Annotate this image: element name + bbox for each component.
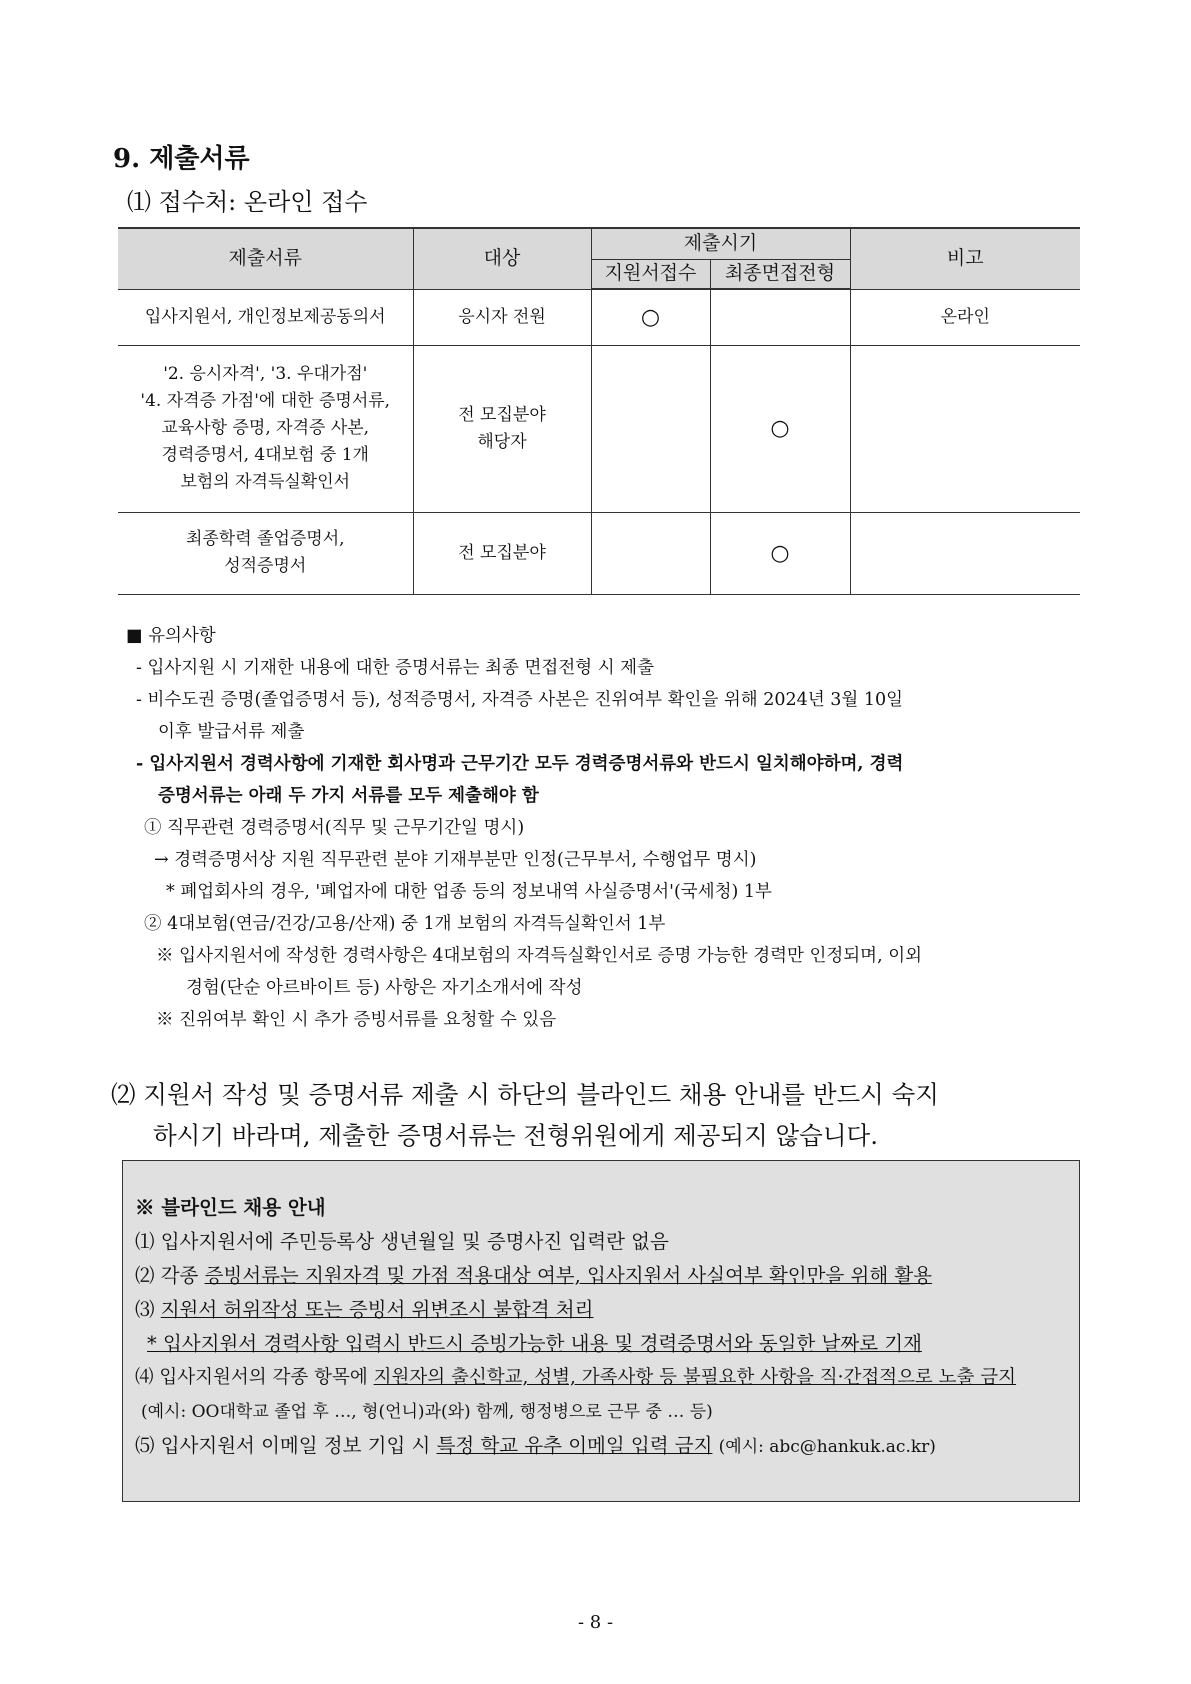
notes-title: ■ 유의사항 <box>126 626 216 646</box>
cell-final <box>710 289 850 345</box>
table-row <box>118 289 1080 345</box>
table-row <box>118 512 1080 594</box>
cell-target: 전 모집분야 해당자 <box>413 345 591 512</box>
blind-item: ⑸ 입사지원서 이메일 정보 기입 시 특정 학교 유추 이메일 입력 금지 (예시: abc@hankuk.ac.kr) <box>135 1434 936 1457</box>
note-item: ※ 입사지원서에 작성한 경력사항은 4대보험의 자격득실확인서로 증명 가능한 경력만 인정되며, 이외 <box>156 946 923 966</box>
section-subheading: ⑴ 접수처: 온라인 접수 <box>127 188 368 216</box>
cell-target: 응시자 전원 <box>413 289 591 345</box>
note-item: ② 4대보험(연금/건강/고용/산재) 중 1개 보험의 자격득실확인서 1부 <box>144 914 666 934</box>
blind-paragraph-line1: ⑵ 지원서 작성 및 증명서류 제출 시 하단의 블라인드 채용 안내를 반드시 숙지 <box>111 1080 939 1109</box>
cell-apply: ○ <box>591 289 710 345</box>
note-item: ※ 진위여부 확인 시 추가 증빙서류를 요청할 수 있음 <box>156 1010 557 1030</box>
cell-apply <box>591 512 710 594</box>
submission-table <box>118 227 1080 595</box>
header-note: 비고 <box>850 228 1080 289</box>
note-item: ① 직무관련 경력증명서(직무 및 근무기간일 명시) <box>144 818 525 838</box>
note-item: → 경력증명서상 지원 직무관련 분야 기재부분만 인정(근무부서, 수행업무 명시) <box>154 850 757 870</box>
blind-item: ⑶ 지원서 허위작성 또는 증빙서 위변조시 불합격 처리 <box>135 1298 594 1321</box>
blind-item-example: (예시: OO대학교 졸업 후 …, 형(언니)과(와) 함께, 행정병으로 근무 중 … 등) <box>141 1402 713 1422</box>
note-item: - 비수도권 증명(졸업증명서 등), 성적증명서, 자격증 사본은 진위여부 확인을 위해 2024년 3월 10일 <box>136 690 904 710</box>
note-item: - 입사지원서 경력사항에 기재한 회사명과 근무기간 모두 경력증명서류와 반드시 일치해야하며, 경력 <box>136 754 904 774</box>
header-target: 대상 <box>413 228 591 289</box>
note-item: - 입사지원 시 기재한 내용에 대한 증명서류는 최종 면접전형 시 제출 <box>136 658 654 678</box>
blind-item: ⑷ 입사지원서의 각종 항목에 지원자의 출신학교, 성별, 가족사항 등 불필요한 사항을 직·간접적으로 노출 금지 <box>135 1367 1017 1388</box>
blind-item: ⑴ 입사지원서에 주민등록상 생년월일 및 증명사진 입력란 없음 <box>135 1230 669 1253</box>
header-timing-apply: 지원서접수 <box>591 259 710 289</box>
table-row <box>118 345 1080 512</box>
cell-docs: '2. 응시자격', '3. 우대가점' '4. 자격증 가점'에 대한 증명서류, 교육사항 증명, 자격증 사본, 경력증명서, 4대보험 중 1개 보험의 자격득실확인서 <box>118 345 413 512</box>
note-item: 경험(단순 아르바이트 등) 사항은 자기소개서에 작성 <box>186 978 583 998</box>
note-item: * 폐업회사의 경우, '폐업자에 대한 업종 등의 정보내역 사실증명서'(국세청) 1부 <box>166 882 772 902</box>
page-number: - 8 - <box>577 1612 614 1633</box>
blind-item: ⑵ 각종 증빙서류는 지원자격 및 가점 적용대상 여부, 입사지원서 사실여부 확인만을 위해 활용 <box>135 1264 933 1287</box>
cell-final: ○ <box>710 512 850 594</box>
cell-docs: 최종학력 졸업증명서, 성적증명서 <box>118 512 413 594</box>
cell-final: ○ <box>710 345 850 512</box>
cell-target: 전 모집분야 <box>413 512 591 594</box>
blind-hiring-box <box>122 1160 1080 1502</box>
cell-note <box>850 345 1080 512</box>
note-item: 이후 발급서류 제출 <box>158 722 305 742</box>
cell-note: 온라인 <box>850 289 1080 345</box>
header-docs: 제출서류 <box>118 228 413 289</box>
notes-list <box>126 620 1086 1036</box>
blind-title: ※ 블라인드 채용 안내 <box>135 1196 326 1219</box>
header-timing: 제출시기 <box>591 228 850 259</box>
blind-paragraph <box>111 1074 939 1156</box>
cell-docs: 입사지원서, 개인정보제공동의서 <box>118 289 413 345</box>
cell-note <box>850 512 1080 594</box>
note-item: 증명서류는 아래 두 가지 서류를 모두 제출해야 함 <box>158 786 539 806</box>
cell-apply <box>591 345 710 512</box>
header-timing-final: 최종면접전형 <box>710 259 850 289</box>
section-heading: 9. 제출서류 <box>113 144 250 174</box>
blind-paragraph-line2: 하시기 바라며, 제출한 증명서류는 전형위원에게 제공되지 않습니다. <box>153 1121 878 1150</box>
blind-item-note: * 입사지원서 경력사항 입력시 반드시 증빙가능한 내용 및 경력증명서와 동일한 날짜로 기재 <box>147 1332 922 1355</box>
